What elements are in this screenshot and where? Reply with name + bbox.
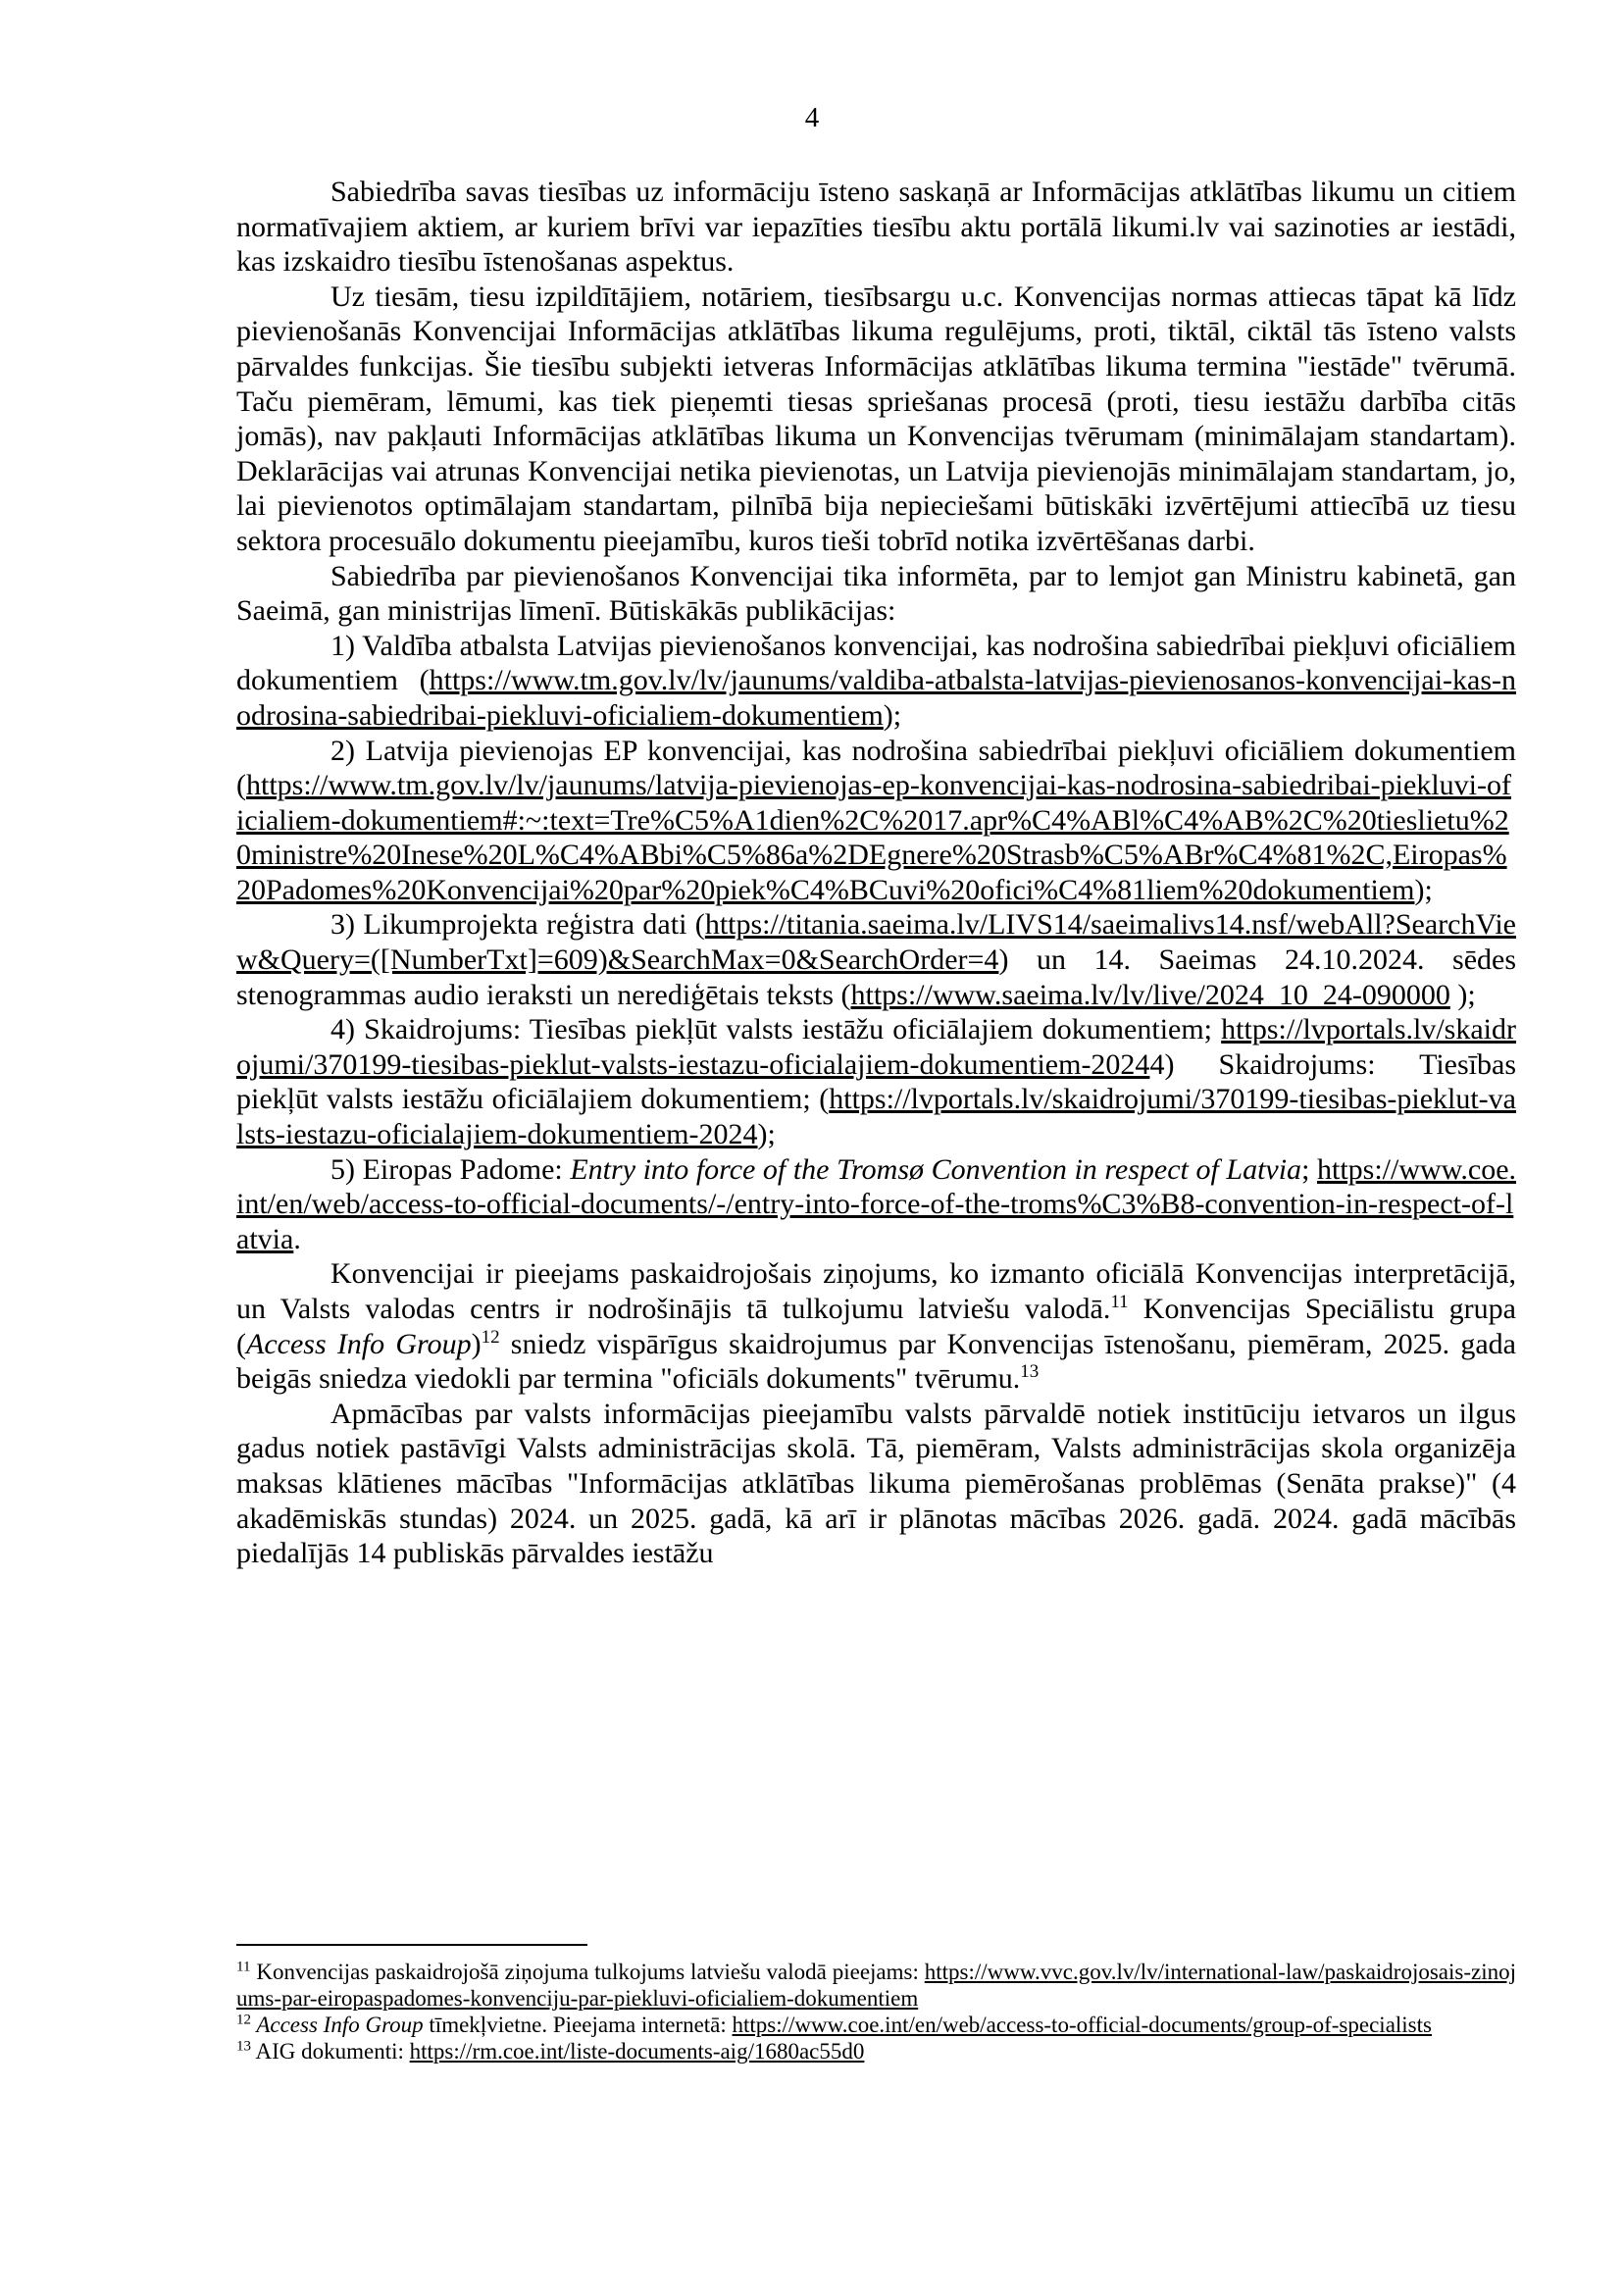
list-item-4 <box>236 1012 1516 1151</box>
list-item-3 <box>236 907 1516 1012</box>
list-item-end: ); <box>883 698 902 732</box>
specialists-link[interactable]: https://www.coe.int/en/web/access-to-official-documents/group-of-specialists <box>732 2013 1432 2037</box>
paragraph-informed: Sabiedrība par pievienošanos Konvencijai tika informēta, par to lemjot gan Ministru kabinetā, gan Saeimā, gan ministrijas līmenī. Būtiskākās publikācijas: <box>236 559 1516 628</box>
document-body <box>236 175 1516 1571</box>
paragraph-explanatory <box>236 1256 1516 1396</box>
footnote-13 <box>236 2038 1516 2065</box>
paragraph-rights: Sabiedrība savas tiesības uz informāciju īsteno saskaņā ar Informācijas atklātības likumu un citiem normatīvajiem aktiem, ar kuriem brīvi var iepazīties tiesību aktu portālā likumi.lv vai sazinoties ar iestādi, kas izskaidro tiesību īstenošanas aspektus. <box>236 176 1516 279</box>
list-item-sep: ; <box>1301 1152 1317 1186</box>
list-item-text: 2) Latvija pievienojas EP konvencijai, kas nodrošina sabiedrībai piekļuvi oficiāliem dokumentiem ( <box>236 734 1516 802</box>
register-link[interactable]: https://titania.saeima.lv/LIVS14/saeimalivs14.nsf/webAll?SearchView&Query=([NumberTxt]=609)&SearchMax=0&SearchOrder=4 <box>236 908 1516 977</box>
list-item-text: 1) Valdība atbalsta Latvijas pievienošanos konvencijai, kas nodrošina sabiedrībai piekļuvi oficiāliem dokumentiem ( <box>236 629 1516 697</box>
footnote-number: 12 <box>236 2012 251 2028</box>
footnote-number: 13 <box>236 2038 251 2055</box>
list-item-2 <box>236 734 1516 908</box>
footnote-number: 11 <box>236 1959 251 1975</box>
lvportals-link-2[interactable]: https://lvportals.lv/skaidrojumi/370199-tiesibas-pieklut-valsts-iestazu-oficialajiem-dokumentiem-2024 <box>236 1083 1516 1151</box>
footnote-12 <box>236 2012 1516 2038</box>
list-item-end: ); <box>1414 873 1433 906</box>
paragraph-text: Konvencijai ir pieejams paskaidrojošais ziņojums, ko izmanto oficiālā Konvencijas interpretācijā, un Valsts valodas centrs ir nodrošinājis tā tulkojumu latviešu valodā. <box>236 1257 1516 1325</box>
footnotes <box>236 1959 1516 2065</box>
footnote-italic: Access Info Group <box>251 2013 424 2037</box>
lvportals-link[interactable]: https://lvportals.lv/skaidrojumi/370199-tiesibas-pieklut-valsts-iestazu-oficialajiem-dokumentiem-2024 <box>236 1013 1516 1081</box>
footnote-text: Konvencijas paskaidrojošā ziņojuma tulkojums latviešu valodā pieejams: <box>250 1960 925 1984</box>
footnote-ref-12[interactable]: 12 <box>481 1326 500 1348</box>
paragraph-courts: Uz tiesām, tiesu izpildītājiem, notāriem, tiesībsargu u.c. Konvencijas normas attiecas tāpat kā līdz pievienošanās Konvencijai Informācijas atklātības likuma regulējums, proti, tiktāl, ciktāl tās īsteno valsts pārvaldes funkcijas. Šie tiesību subjekti ietveras Informācijas atklātības likuma termina "iestāde" tvērumā. Taču piemēram, lēmumi, kas tiek pieņemti tiesas spriešanas procesā (proti, tiesu iestāžu darbība citās jomās), nav pakļauti Informācijas atklātības likuma un Konvencijas tvērumam (minimālajam standartam). Deklarācijas vai atrunas Konvencijai netika pievienotas, un Latvija pievienojās minimālajam standartam, jo, lai pievienotos optimālajam standartam, pilnībā bija nepieciešami būtiskāki izvērtējumi attiecībā uz tiesu sektora procesuālo dokumentu pieejamību, kuros tieši tobrīd notika izvērtēšanas darbi. <box>236 280 1516 557</box>
list-item-end: ); <box>1449 978 1476 1011</box>
paragraph-text: Konvencijas Speciālistu grupa ( <box>236 1293 1516 1360</box>
paragraph-text: ) <box>471 1327 482 1360</box>
footnote-text: AIG dokumenti: <box>251 2039 410 2064</box>
publication-link[interactable]: https://www.tm.gov.lv/lv/jaunums/latvija-pievienojas-ep-konvencijai-kas-nodrosina-sabiedribai-piekluvi-oficialiem-dokumentiem#:~:text=Tre%C5%A1dien%2C%2017.apr%C4%ABl%C4%AB%2C%20tieslietu%20ministre%20Inese%20L%C4%ABbi%C5%86a%2DEgnere%20Strasb%C5%ABr%C4%81%2C,Eiropas%20Padomes%20Konvencijai%20par%20piek%C4%BCuvi%20ofici%C4%81liem%20dokumentiem <box>236 769 1511 906</box>
list-item-text: 3) Likumprojekta reģistra dati ( <box>330 908 705 942</box>
list-item-end: ); <box>757 1118 776 1151</box>
list-item-mid: 4) Skaidrojums: Tiesības piekļūt valsts iestāžu oficiālajiem dokumentiem; ( <box>236 1047 1516 1116</box>
paragraph-text: sniedz vispārīgus skaidrojumus par Konvencijas īstenošanu, piemēram, 2025. gada beigās sniedza viedokli par termina "oficiāls dokuments" tvērumu. <box>236 1327 1516 1396</box>
page-number: 4 <box>804 102 820 133</box>
footnote-11 <box>236 1959 1516 2012</box>
footnote-separator <box>236 1944 587 1946</box>
footnote-ref-13[interactable]: 13 <box>1020 1361 1040 1383</box>
list-item-5 <box>236 1152 1516 1257</box>
vvc-link[interactable]: https://www.vvc.gov.lv/lv/international-law/paskaidrojosais-zinojums-par-eiropaspadomes-konvenciju-par-piekluvi-oficialiem-dokumentiem <box>236 1960 1516 2011</box>
publication-link[interactable]: https://www.tm.gov.lv/lv/jaunums/valdiba-atbalsta-latvijas-pievienosanos-konvencijai-kas-nodrosina-sabiedribai-piekluvi-oficialiem-dokumentiem <box>236 664 1516 732</box>
list-item-mid: ) un 14. Saeimas 24.10.2024. sēdes stenogrammas audio ieraksti un nerediģētais teksts ( <box>236 943 1516 1011</box>
paragraph-training: Apmācības par valsts informācijas pieejamību valsts pārvaldē notiek institūciju ietvaros un ilgus gadus notiek pastāvīgi Valsts administrācijas skolā. Tā, piemēram, Valsts administrācijas skola organizēja maksas klātienes mācības "Informācijas atklātības likuma piemērošanas problēmas (Senāta prakse)" (4 akadēmiskās stundas) 2024. un 2025. gadā, kā arī ir plānotas mācības 2026. gadā. 2024. gadā mācībās piedalījās 14 publiskās pārvaldes iestāžu <box>236 1397 1516 1570</box>
list-item-1 <box>236 629 1516 734</box>
list-item-end: . <box>293 1222 301 1255</box>
publication-title: Entry into force of the Tromsø Convention in respect of Latvia <box>570 1152 1302 1186</box>
list-item-text: 5) Eiropas Padome: <box>330 1152 571 1186</box>
footnote-ref-11[interactable]: 11 <box>1110 1292 1129 1312</box>
group-name: Access Info Group <box>246 1327 472 1360</box>
footnote-text: tīmekļvietne. Pieejama internetā: <box>423 2013 733 2037</box>
aig-link[interactable]: https://rm.coe.int/liste-documents-aig/1680ac55d0 <box>409 2039 865 2064</box>
list-item-text: 4) Skaidrojums: Tiesības piekļūt valsts iestāžu oficiālajiem dokumentiem; <box>330 1013 1222 1046</box>
saeima-live-link[interactable]: https://www.saeima.lv/lv/live/2024_10_24-090000 <box>850 978 1450 1011</box>
coe-link[interactable]: https://www.coe.int/en/web/access-to-official-documents/-/entry-into-force-of-the-troms%C3%B8-convention-in-respect-of-latvia <box>236 1152 1517 1255</box>
